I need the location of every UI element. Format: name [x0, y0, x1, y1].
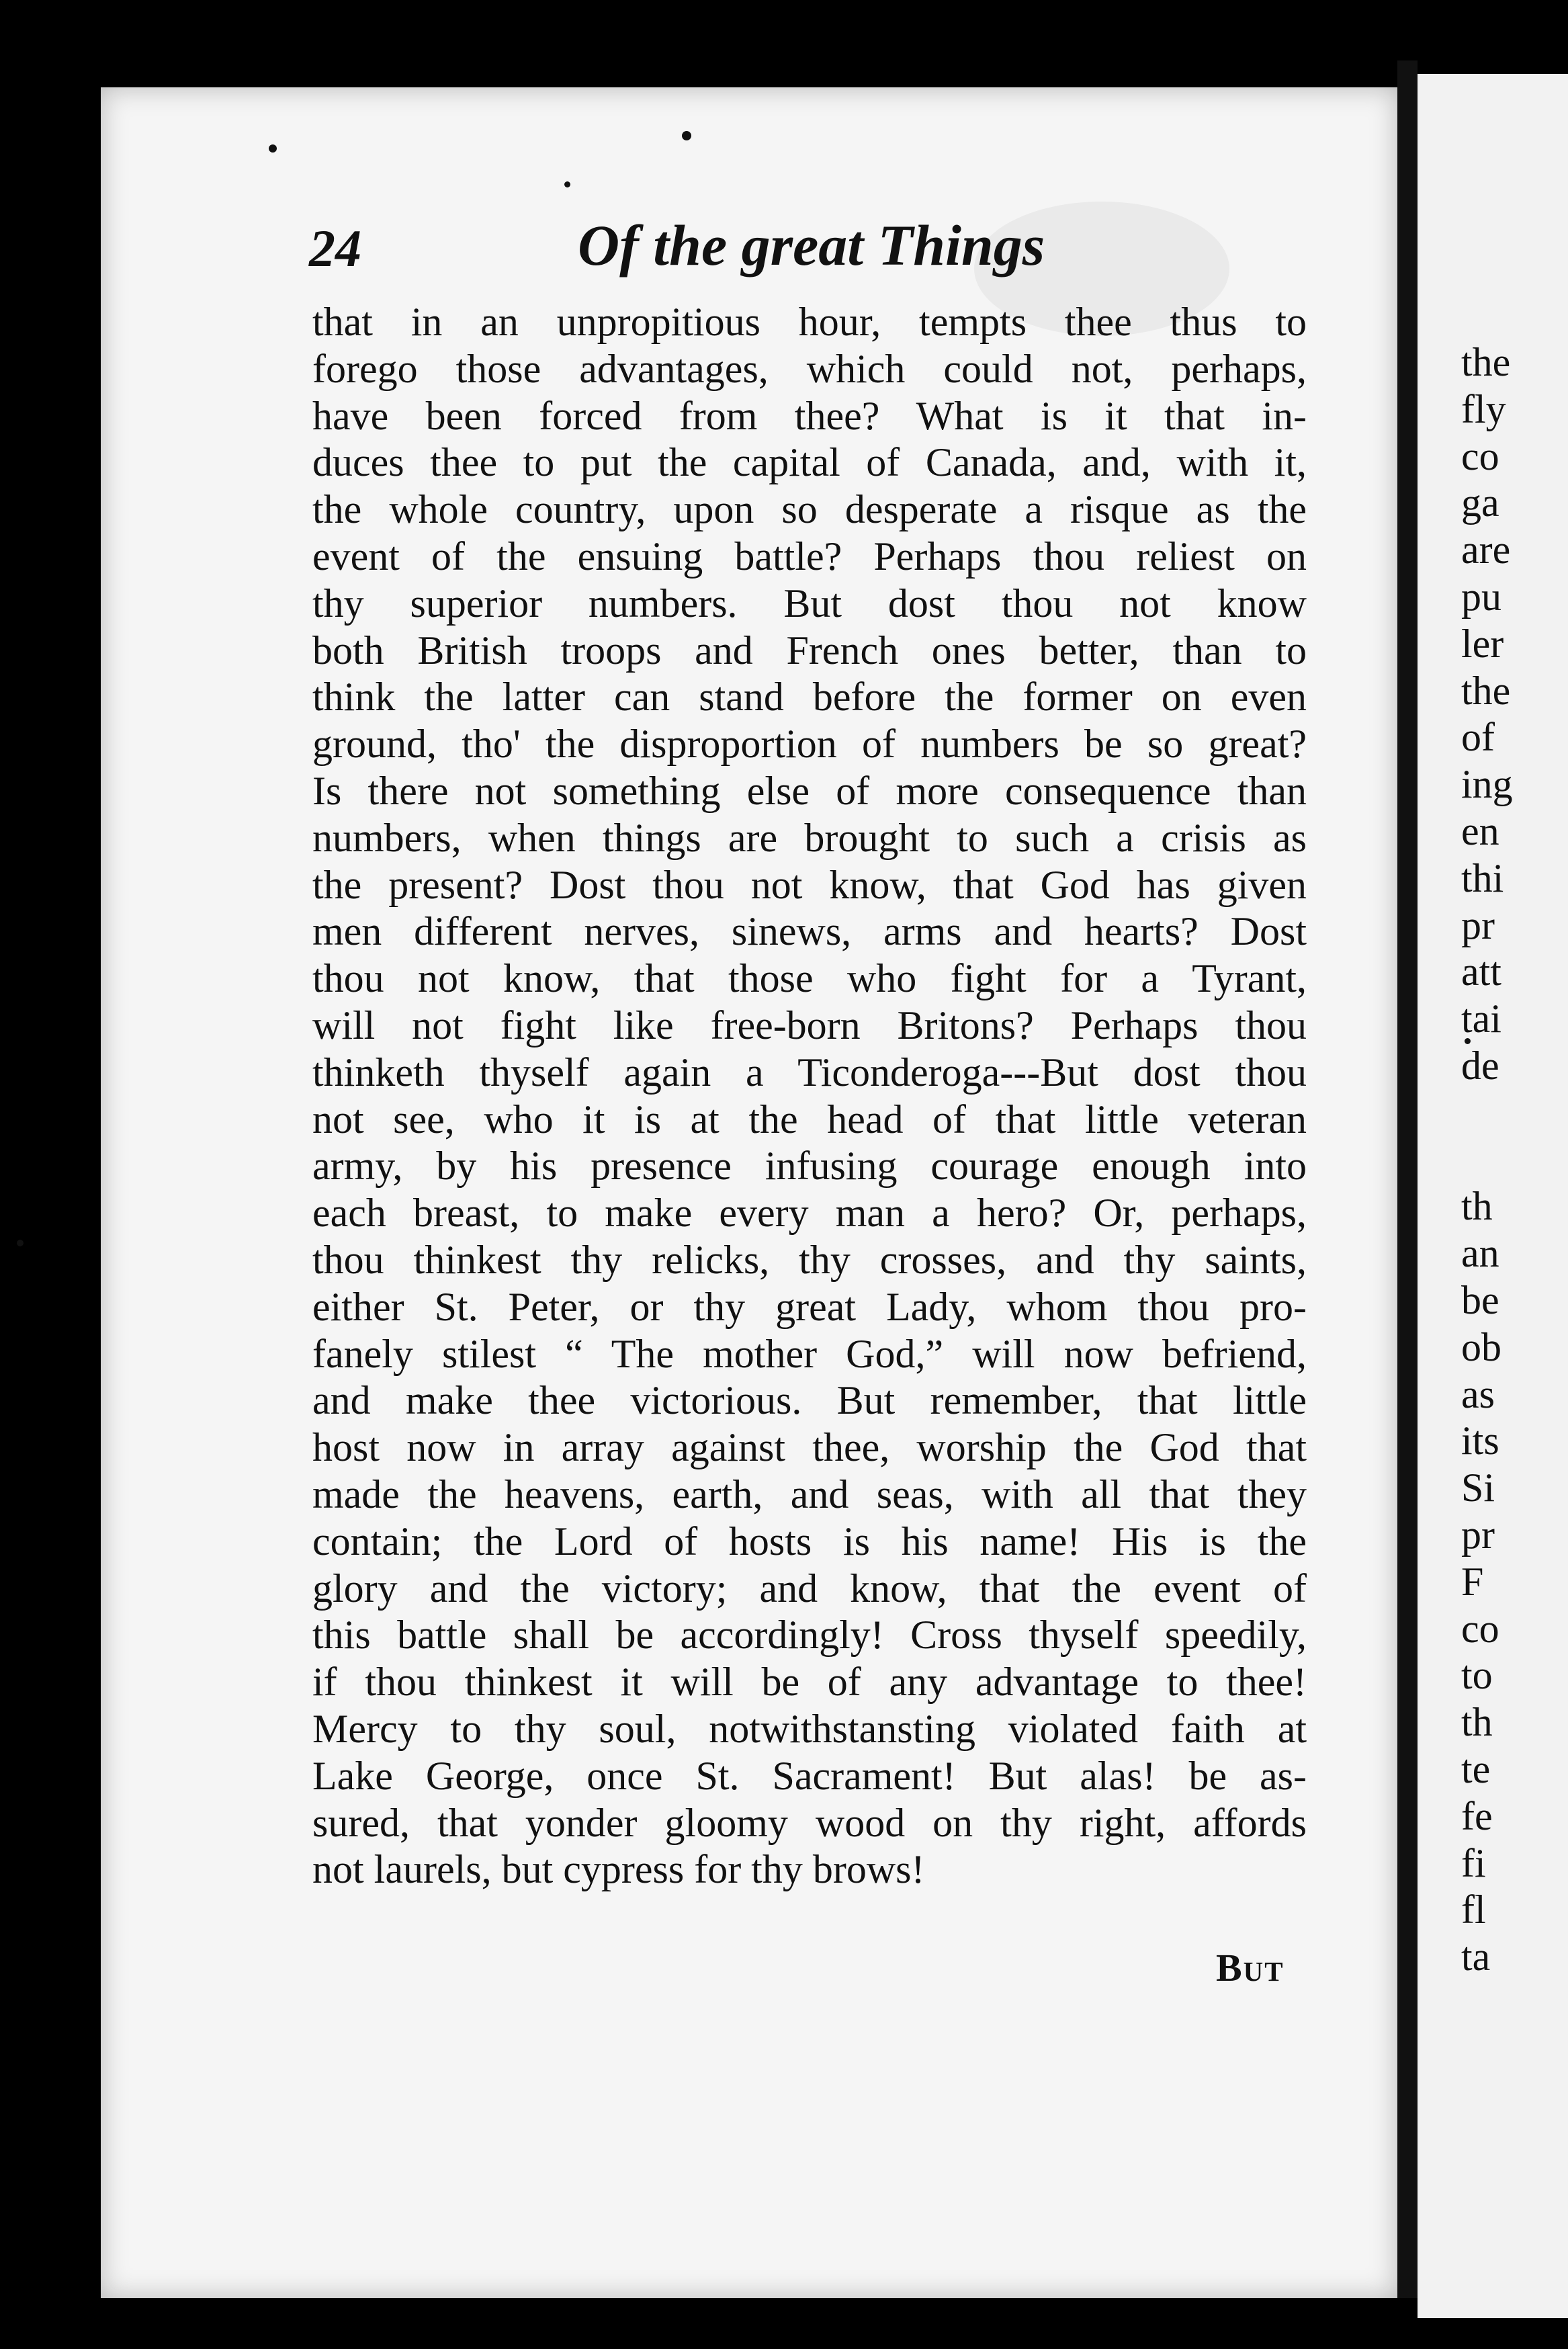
facing-fragment: ta [1461, 1934, 1491, 1979]
text-line: thou not know, that those who fight for a Tyrant, [312, 956, 1307, 1001]
facing-fragment: to [1461, 1653, 1493, 1698]
text-line: either St. Peter, or thy great Lady, whom thou pro- [312, 1284, 1307, 1329]
facing-fragment: ob [1461, 1324, 1501, 1369]
facing-fragment: its [1461, 1418, 1499, 1463]
facing-fragment: tai [1461, 996, 1501, 1041]
facing-fragment: fi [1461, 1840, 1486, 1885]
facing-fragment: fe [1461, 1793, 1493, 1838]
text-line: Is there not something else of more consequence than [312, 768, 1307, 813]
text-line: host now in array against thee, worship the God that [312, 1425, 1307, 1470]
facing-fragment: ler [1461, 621, 1504, 666]
text-line: numbers, when things are brought to such a crisis as [312, 815, 1307, 860]
facing-fragment: te [1461, 1746, 1491, 1791]
facing-fragment: en [1461, 808, 1499, 853]
text-line: thy superior numbers. But dost thou not know [312, 581, 1307, 626]
text-line: men different nerves, sinews, arms and hearts? Dost [312, 909, 1307, 954]
facing-fragment: an [1461, 1231, 1499, 1276]
text-line: will not fight like free-born Britons? Perhaps thou [312, 1002, 1307, 1048]
text-line: both British troops and French ones better, than to [312, 628, 1307, 673]
text-line: glory and the victory; and know, that the event of [312, 1566, 1307, 1611]
facing-fragment: pr [1461, 1512, 1495, 1557]
text-line: sured, that yonder gloomy wood on thy right, affords [312, 1800, 1307, 1845]
paragraph-gap [1461, 1090, 1568, 1184]
facing-fragment: th [1461, 1184, 1493, 1229]
facing-fragment: att [1461, 949, 1501, 994]
facing-fragment: are [1461, 527, 1511, 572]
text-line: if thou thinkest it will be of any advantage to thee! [312, 1660, 1307, 1705]
page-number: 24 [309, 219, 361, 277]
facing-fragment: the [1461, 668, 1511, 713]
facing-fragment: pu [1461, 574, 1501, 619]
facing-fragment: pr [1461, 902, 1495, 947]
facing-fragment: fly [1461, 386, 1506, 431]
text-line: each breast, to make every man a hero? Or, perhaps, [312, 1191, 1307, 1236]
catchword: But [1216, 1946, 1284, 1990]
facing-fragment: fl [1461, 1887, 1486, 1932]
text-line: think the latter can stand before the former on even [312, 675, 1307, 720]
facing-fragment: co [1461, 1606, 1499, 1651]
ink-speck [682, 131, 691, 140]
ink-speck [564, 181, 570, 187]
text-line: army, by his presence infusing courage enough into [312, 1144, 1307, 1189]
text-line: fanely stilest “ The mother God,” will now befriend, [312, 1331, 1307, 1376]
facing-fragment: de [1461, 1043, 1499, 1088]
text-line: Mercy to thy soul, notwithstansting violated faith at [312, 1706, 1307, 1751]
text-line: made the heavens, earth, and seas, with all that they [312, 1471, 1307, 1517]
text-line: that in an unpropitious hour, tempts thee thus to [312, 300, 1307, 344]
text-line: contain; the Lord of hosts is his name! His is the [312, 1519, 1307, 1564]
facing-fragment: of [1461, 715, 1495, 760]
text-line: not laurels, but cypress for thy brows! [312, 1847, 925, 1892]
text-line: not see, who it is at the head of that little veteran [312, 1097, 1307, 1142]
facing-fragment: ing [1461, 762, 1513, 807]
text-line: this battle shall be accordingly! Cross thyself speedily, [312, 1613, 1307, 1658]
body-text [312, 299, 1307, 1893]
facing-fragment: ga [1461, 480, 1499, 525]
ink-speck [17, 1240, 24, 1246]
facing-fragment: thi [1461, 855, 1504, 900]
text-line: and make thee victorious. But remember, that little [312, 1378, 1307, 1423]
ink-speck [269, 144, 277, 153]
facing-fragment: as [1461, 1371, 1495, 1416]
facing-fragment: th [1461, 1700, 1493, 1745]
facing-fragment: co [1461, 433, 1499, 478]
running-head [309, 212, 1451, 299]
book-gutter [1397, 60, 1418, 2298]
text-line: the whole country, upon so desperate a risque as the [312, 487, 1307, 532]
facing-fragment: Si [1461, 1465, 1495, 1510]
page-header-title: Of the great Things [578, 213, 1045, 277]
text-line: Lake George, once St. Sacrament! But alas! be as- [312, 1753, 1307, 1798]
text-line: have been forced from thee? What is it that in- [312, 393, 1307, 438]
facing-fragment: the [1461, 340, 1511, 384]
text-line: the present? Dost thou not know, that God has given [312, 862, 1307, 907]
facing-page-fragments [1461, 339, 1568, 1981]
text-line: ground, tho' the disproportion of numbers be so great? [312, 722, 1307, 767]
text-line: thinketh thyself again a Ticonderoga---But dost thou [312, 1050, 1307, 1095]
text-line: thou thinkest thy relicks, thy crosses, and thy saints, [312, 1237, 1307, 1282]
text-line: event of the ensuing battle? Perhaps thou reliest on [312, 533, 1307, 579]
facing-fragment: be [1461, 1277, 1499, 1322]
text-line: forego those advantages, which could not, perhaps, [312, 346, 1307, 391]
text-line: duces thee to put the capital of Canada, and, with it, [312, 440, 1307, 485]
facing-fragment: F [1461, 1559, 1484, 1604]
